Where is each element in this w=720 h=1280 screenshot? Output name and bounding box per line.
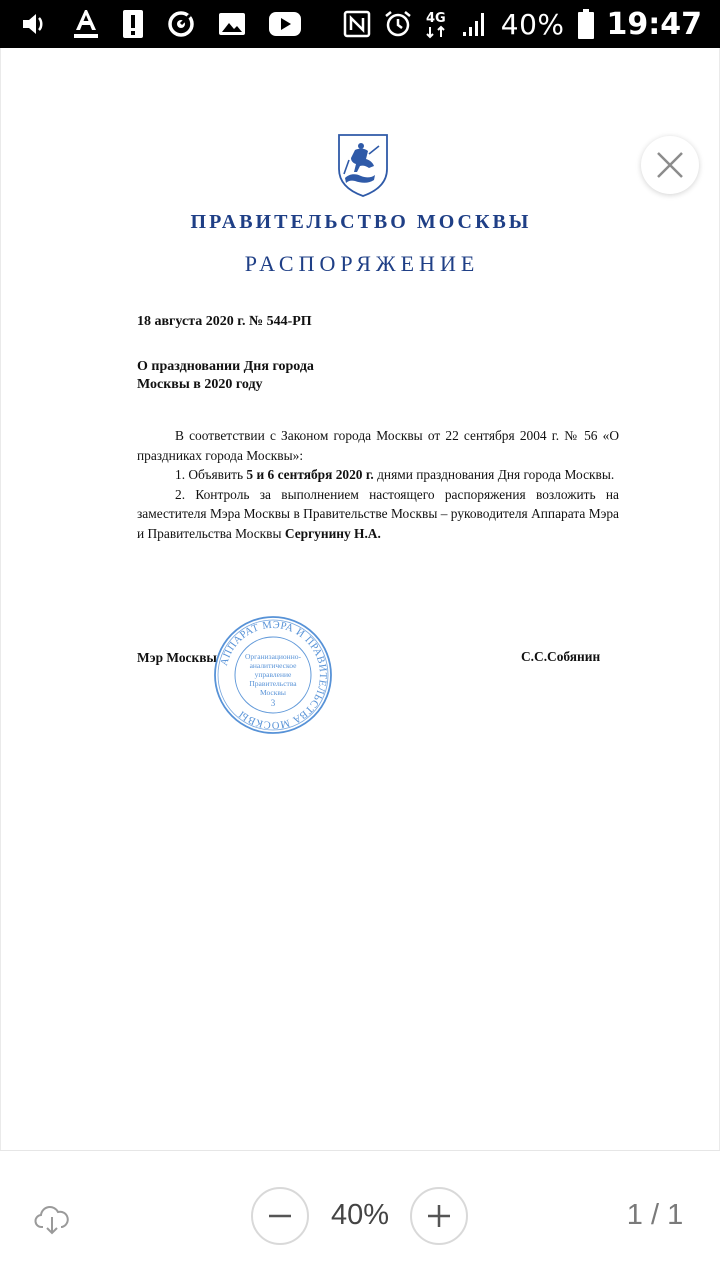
text-run: 2. Контроль за выполнением настоящего распоряжения возложить на заместителя Мэра Москвы в Правительстве Москвы – руководителя Аппарата Мэра и Правительства Москвы xyxy=(137,486,619,541)
paragraph-preamble: В соответствии с Законом города Москвы от 22 сентября 2004 г. № 56 «О праздниках города Москвы»: xyxy=(137,428,619,463)
signal-icon xyxy=(461,8,489,40)
system-indicators xyxy=(343,7,720,42)
download-button[interactable] xyxy=(34,1203,70,1237)
battery-percent: 40% xyxy=(500,7,565,41)
zoom-out-button[interactable] xyxy=(251,1187,309,1245)
alert-icon xyxy=(122,8,144,40)
minus-icon xyxy=(267,1203,293,1229)
battery-icon xyxy=(577,8,595,40)
close-icon xyxy=(655,150,685,180)
image-icon xyxy=(218,8,246,40)
official-stamp xyxy=(211,614,335,736)
stamp-text-line: управление xyxy=(254,670,292,679)
cloud-download-icon xyxy=(34,1203,70,1237)
viewer-toolbar xyxy=(0,1150,720,1280)
paragraph-item-2 xyxy=(137,485,619,544)
stamp-number: 3 xyxy=(270,698,276,708)
stamp-text-line: Правительства xyxy=(249,679,297,688)
page-counter: 1 / 1 xyxy=(626,1199,684,1231)
paragraph-item-1 xyxy=(137,465,619,485)
text-run: 1. Объявить xyxy=(175,467,247,482)
stamp-ring-text: АППАРАТ МЭРА И ПРАВИТЕЛЬСТВА МОСКВЫ xyxy=(218,619,329,731)
stamp-text-line: аналитическое xyxy=(249,661,297,670)
bold-name: Сергунину Н.А. xyxy=(284,525,381,541)
document-page xyxy=(0,48,720,1150)
zoom-level: 40% xyxy=(330,1199,390,1231)
nfc-icon xyxy=(343,8,371,40)
document-type-heading: РАСПОРЯЖЕНИЕ xyxy=(244,251,480,276)
subject-line: О праздновании Дня города xyxy=(137,359,314,374)
close-button[interactable] xyxy=(641,136,699,194)
volume-icon xyxy=(20,8,50,40)
plus-icon xyxy=(426,1203,452,1229)
zoom-in-button[interactable] xyxy=(410,1187,468,1245)
stamp-text-line: Организационно- xyxy=(245,652,301,661)
font-icon xyxy=(72,8,100,40)
stamp-text-line: Москвы xyxy=(260,688,286,697)
government-title: ПРАВИТЕЛЬСТВО МОСКВЫ xyxy=(190,211,532,233)
alarm-icon xyxy=(383,8,413,40)
signer-name: С.С.Собянин xyxy=(521,649,601,664)
text-run: днями празднования Дня города Москвы. xyxy=(373,467,615,482)
signer-role: Мэр Москвы xyxy=(137,650,217,665)
moscow-coat-of-arms-emblem xyxy=(335,132,391,198)
bold-dates: 5 и 6 сентября 2020 г. xyxy=(246,467,374,482)
status-bar xyxy=(0,0,720,48)
clock: 19:47 xyxy=(606,6,702,42)
network-4g-icon xyxy=(425,8,449,40)
network-label: 4G xyxy=(425,11,446,26)
subject-line: Москвы в 2020 году xyxy=(137,377,263,392)
document-subject xyxy=(137,358,314,394)
date-and-number: 18 августа 2020 г. № 544-РП xyxy=(137,314,312,329)
notification-icons xyxy=(0,8,302,40)
document-body xyxy=(137,426,619,543)
youtube-icon xyxy=(268,8,302,40)
sync-icon xyxy=(166,8,196,40)
